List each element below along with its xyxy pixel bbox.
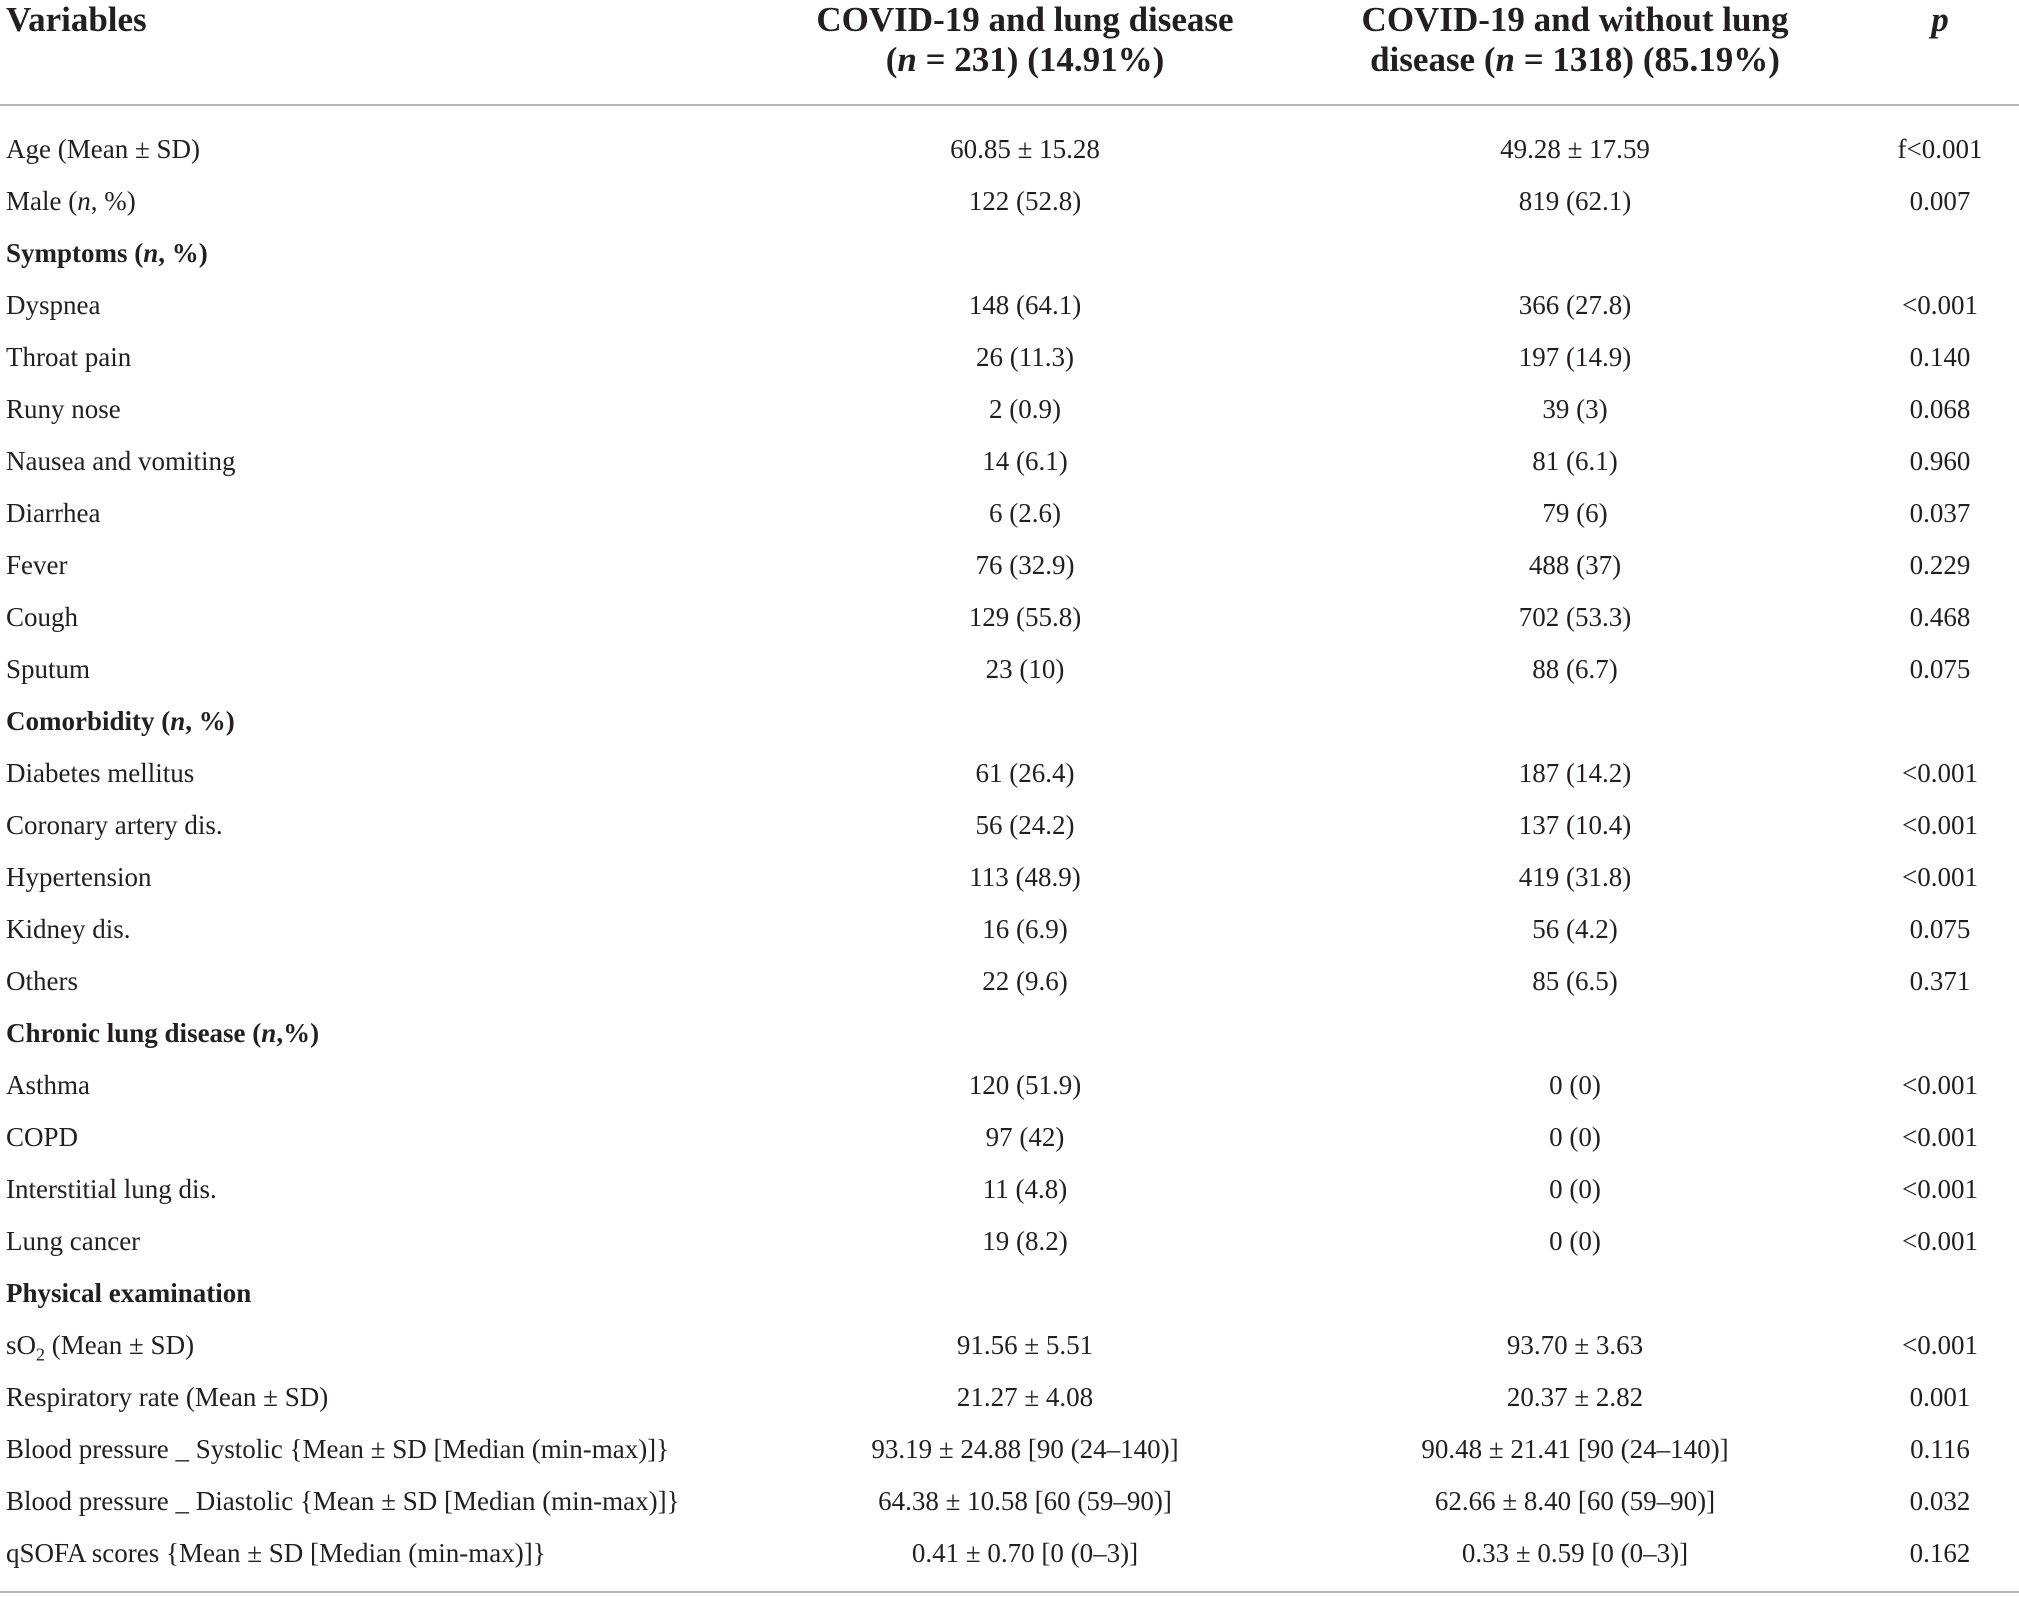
variable-label: Respiratory rate (Mean ± SD) [6, 1382, 329, 1412]
value-lung-disease: 26 (11.3) [976, 342, 1074, 372]
value-without-lung-disease: 79 (6) [1542, 498, 1608, 528]
variable-label: Diarrhea [6, 498, 101, 528]
table-row [0, 129, 2019, 181]
header-group-lung-disease-line2: (n = 231) (14.91%) [885, 40, 1165, 79]
table-row [0, 649, 2019, 701]
header-variables: Variables [6, 0, 147, 39]
variable-label: Age (Mean ± SD) [6, 134, 201, 164]
value-without-lung-disease: 0 (0) [1549, 1226, 1601, 1256]
p-value: 0.162 [1909, 1538, 1971, 1568]
p-value: <0.001 [1902, 1226, 1978, 1256]
variable-label: COPD [6, 1122, 79, 1152]
p-value: 0.032 [1909, 1486, 1971, 1516]
value-lung-disease: 122 (52.8) [968, 186, 1082, 216]
value-lung-disease: 21.27 ± 4.08 [956, 1382, 1094, 1412]
p-value: 0.075 [1909, 914, 1971, 944]
variable-label: Asthma [6, 1070, 90, 1100]
variable-label-suffix: , %) [158, 238, 208, 268]
header-group-without-line2-prefix: disease ( [1370, 40, 1496, 79]
variable-label: Nausea and vomiting [6, 446, 236, 476]
section-label [6, 233, 208, 273]
variable-label: Blood pressure _ Diastolic {Mean ± SD [Median (min-max)]} [6, 1486, 680, 1516]
variable-label-suffix: , %) [185, 706, 235, 736]
value-lung-disease: 93.19 ± 24.88 [90 (24–140)] [871, 1434, 1179, 1464]
variable-label: Diabetes mellitus [6, 758, 195, 788]
p-value: <0.001 [1902, 1070, 1978, 1100]
header-group-lung-disease [740, 0, 1310, 80]
variable-label-text: Chronic lung disease ( [6, 1018, 262, 1048]
value-lung-disease: 23 (10) [985, 654, 1065, 684]
variable-label: Kidney dis. [6, 914, 131, 944]
value-without-lung-disease: 419 (31.8) [1518, 862, 1632, 892]
value-lung-disease: 14 (6.1) [982, 446, 1068, 476]
value-lung-disease: 129 (55.8) [968, 602, 1082, 632]
header-group-without-lung-disease [1290, 0, 1860, 80]
variable-label-suffix: (Mean ± SD) [45, 1330, 195, 1360]
value-lung-disease: 64.38 ± 10.58 [60 (59–90)] [878, 1486, 1172, 1516]
table-row [0, 181, 2019, 233]
value-lung-disease: 60.85 ± 15.28 [950, 134, 1100, 164]
table-row [0, 1533, 2019, 1585]
p-value: 0.229 [1909, 550, 1971, 580]
p-value: 0.371 [1909, 966, 1971, 996]
variable-label-suffix: , %) [90, 186, 136, 216]
value-lung-disease: 19 (8.2) [982, 1226, 1068, 1256]
header-group-lung-disease-count: = 231) (14.91%) [916, 40, 1165, 79]
value-without-lung-disease: 366 (27.8) [1518, 290, 1632, 320]
value-without-lung-disease: 20.37 ± 2.82 [1506, 1382, 1644, 1412]
header-rule [0, 104, 2019, 106]
variable-label-suffix: ,%) [276, 1018, 320, 1048]
table-row [0, 1481, 2019, 1533]
table-row [0, 753, 2019, 805]
value-without-lung-disease: 56 (4.2) [1532, 914, 1618, 944]
section-label [6, 1013, 319, 1053]
table-row [0, 1117, 2019, 1169]
p-value: <0.001 [1902, 1174, 1978, 1204]
section-header-row [0, 1273, 2019, 1325]
table-row [0, 1377, 2019, 1429]
section-label [6, 701, 235, 741]
table-row [0, 1065, 2019, 1117]
p-value: <0.001 [1902, 1122, 1978, 1152]
table-row [0, 597, 2019, 649]
variable-label: Coronary artery dis. [6, 810, 223, 840]
p-value: f<0.001 [1897, 134, 1983, 164]
value-without-lung-disease: 0 (0) [1549, 1122, 1601, 1152]
section-header-row [0, 701, 2019, 753]
variable-label: Others [6, 966, 78, 996]
variable-label-text: sO [6, 1330, 37, 1360]
n-symbol: n [261, 1018, 277, 1048]
table-row [0, 1325, 2019, 1377]
table-row [0, 337, 2019, 389]
p-value: 0.001 [1909, 1382, 1971, 1412]
subscript: 2 [36, 1344, 46, 1365]
p-value: 0.468 [1909, 602, 1971, 632]
p-value: <0.001 [1902, 758, 1978, 788]
section-header-row [0, 233, 2019, 285]
value-without-lung-disease: 137 (10.4) [1518, 810, 1632, 840]
p-value: 0.960 [1909, 446, 1971, 476]
variable-label [6, 1325, 194, 1374]
value-lung-disease: 6 (2.6) [989, 498, 1061, 528]
value-without-lung-disease: 49.28 ± 17.59 [1500, 134, 1650, 164]
p-value: <0.001 [1902, 290, 1978, 320]
value-lung-disease: 0.41 ± 0.70 [0 (0–3)] [911, 1538, 1139, 1568]
table-row [0, 285, 2019, 337]
variable-label: Blood pressure _ Systolic {Mean ± SD [Median (min-max)]} [6, 1434, 670, 1464]
table-row [0, 441, 2019, 493]
table-row [0, 805, 2019, 857]
header-group-without-line1: COVID-19 and without lung [1361, 0, 1789, 39]
p-value: 0.068 [1909, 394, 1971, 424]
value-lung-disease: 2 (0.9) [989, 394, 1061, 424]
variable-label: Throat pain [6, 342, 132, 372]
table-row [0, 1221, 2019, 1273]
table-row [0, 493, 2019, 545]
table-row [0, 389, 2019, 441]
table-row [0, 1429, 2019, 1481]
bottom-rule [0, 1591, 2019, 1593]
value-without-lung-disease: 187 (14.2) [1518, 758, 1632, 788]
header-n-symbol: n [1495, 40, 1515, 79]
value-lung-disease: 120 (51.9) [968, 1070, 1082, 1100]
value-lung-disease: 76 (32.9) [975, 550, 1075, 580]
p-value: 0.140 [1909, 342, 1971, 372]
variable-label: Dyspnea [6, 290, 101, 320]
variable-label: Sputum [6, 654, 91, 684]
table-row [0, 857, 2019, 909]
value-lung-disease: 11 (4.8) [982, 1174, 1068, 1204]
value-without-lung-disease: 702 (53.3) [1518, 602, 1632, 632]
variable-label-text: Male ( [6, 186, 78, 216]
variable-label-text: Comorbidity ( [6, 706, 171, 736]
header-group-without-line2 [1290, 40, 1860, 80]
variable-label: Cough [6, 602, 79, 632]
value-lung-disease: 16 (6.9) [982, 914, 1068, 944]
table-row [0, 909, 2019, 961]
variable-label: Interstitial lung dis. [6, 1174, 217, 1204]
table-row [0, 1169, 2019, 1221]
variable-label: Runy nose [6, 394, 121, 424]
value-without-lung-disease: 0 (0) [1549, 1174, 1601, 1204]
section-header-row [0, 1013, 2019, 1065]
table-body [0, 129, 2019, 1585]
value-lung-disease: 91.56 ± 5.51 [956, 1330, 1094, 1360]
header-p-value: p [1931, 0, 1949, 39]
value-lung-disease: 61 (26.4) [975, 758, 1075, 788]
header-group-without-count: = 1318) (85.19%) [1514, 40, 1780, 79]
p-value: 0.116 [1910, 1434, 1970, 1464]
value-without-lung-disease: 0 (0) [1549, 1070, 1601, 1100]
table-row [0, 961, 2019, 1013]
variable-label-text: Symptoms ( [6, 238, 144, 268]
n-symbol: n [170, 706, 186, 736]
value-without-lung-disease: 93.70 ± 3.63 [1506, 1330, 1644, 1360]
value-lung-disease: 97 (42) [985, 1122, 1065, 1152]
p-value: <0.001 [1902, 810, 1978, 840]
value-without-lung-disease: 88 (6.7) [1532, 654, 1618, 684]
variable-label [6, 181, 136, 221]
value-without-lung-disease: 62.66 ± 8.40 [60 (59–90)] [1434, 1486, 1716, 1516]
value-lung-disease: 113 (48.9) [969, 862, 1081, 892]
value-without-lung-disease: 488 (37) [1528, 550, 1622, 580]
value-without-lung-disease: 85 (6.5) [1532, 966, 1618, 996]
header-group-lung-disease-line1: COVID-19 and lung disease [816, 0, 1234, 39]
value-lung-disease: 22 (9.6) [982, 966, 1068, 996]
value-without-lung-disease: 81 (6.1) [1532, 446, 1618, 476]
n-symbol: n [77, 186, 91, 216]
value-without-lung-disease: 0.33 ± 0.59 [0 (0–3)] [1461, 1538, 1689, 1568]
variable-label: Fever [6, 550, 68, 580]
value-lung-disease: 56 (24.2) [975, 810, 1075, 840]
variable-label: Lung cancer [6, 1226, 141, 1256]
n-symbol: n [143, 238, 159, 268]
value-lung-disease: 148 (64.1) [968, 290, 1082, 320]
table-row [0, 545, 2019, 597]
p-value: <0.001 [1902, 1330, 1978, 1360]
p-value: <0.001 [1902, 862, 1978, 892]
p-value: 0.007 [1909, 186, 1971, 216]
value-without-lung-disease: 819 (62.1) [1518, 186, 1632, 216]
header-n-symbol: n [897, 40, 917, 79]
p-value: 0.075 [1909, 654, 1971, 684]
value-without-lung-disease: 39 (3) [1542, 394, 1608, 424]
value-without-lung-disease: 90.48 ± 21.41 [90 (24–140)] [1421, 1434, 1729, 1464]
variable-label: qSOFA scores {Mean ± SD [Median (min-max)]} [6, 1538, 546, 1568]
value-without-lung-disease: 197 (14.9) [1518, 342, 1632, 372]
section-label: Physical examination [6, 1278, 252, 1308]
p-value: 0.037 [1909, 498, 1971, 528]
variable-label: Hypertension [6, 862, 152, 892]
